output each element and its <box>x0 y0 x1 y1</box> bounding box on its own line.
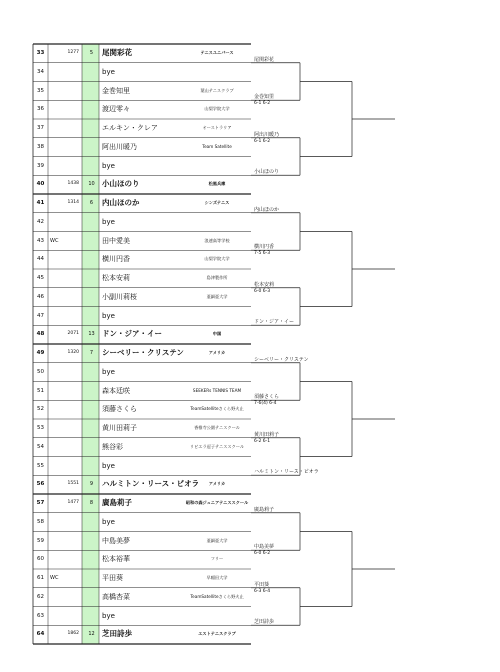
seed-number <box>84 119 99 137</box>
seed-number <box>84 607 99 625</box>
seed-number: 12 <box>88 631 95 638</box>
player-name: ハルミトン・リース・ビオラ <box>102 479 200 489</box>
player-club <box>183 307 251 325</box>
draw-row <box>33 457 251 475</box>
player-club <box>183 363 251 381</box>
player-club: SEEKERs TENNIS TEAM <box>192 387 242 393</box>
ranking <box>49 82 82 100</box>
round1-winner: シーベリー・クリステン <box>254 356 309 363</box>
player-club <box>183 607 251 625</box>
draw-row <box>33 569 251 587</box>
draw-row <box>33 138 251 156</box>
draw-row <box>33 44 251 62</box>
draw-row <box>33 250 251 268</box>
ranking <box>49 363 82 381</box>
player-name: bye <box>102 367 115 376</box>
seed-number: 10 <box>88 181 95 188</box>
draw-number: 33 <box>36 50 45 56</box>
seed-number <box>84 363 99 381</box>
draw-row <box>33 494 251 512</box>
wildcard-mark: WC <box>50 575 59 581</box>
ranking <box>49 250 82 268</box>
draw-number: 39 <box>37 162 44 169</box>
draw-row <box>33 175 251 193</box>
ranking: 1314 <box>67 200 79 205</box>
draw-row <box>33 232 251 250</box>
draw-number: 38 <box>37 143 44 150</box>
round1-score: 6-0 6-2 <box>254 551 271 557</box>
player-name: 田中愛美 <box>102 236 130 245</box>
round1-score: 7-5 6-3 <box>254 251 271 257</box>
round1-winner: 尾関彩花 <box>254 56 275 63</box>
draw-number: 63 <box>37 612 44 619</box>
seed-number <box>84 213 99 231</box>
player-club: TeamSatelliteさくら野火止 <box>190 593 244 599</box>
seed-number <box>84 513 99 531</box>
round1-score: 6-0 6-3 <box>254 288 271 294</box>
player-name: bye <box>102 217 115 226</box>
draw-row <box>33 119 251 137</box>
round1-winner: 黄川田莉子 <box>254 431 280 438</box>
seed-number <box>84 288 99 306</box>
seed-number <box>84 269 99 287</box>
draw-number: 34 <box>37 68 44 75</box>
draw-number: 36 <box>37 106 44 113</box>
ranking: 1320 <box>67 350 79 355</box>
player-club: フリー <box>210 556 224 562</box>
player-club: 亜細亜大学 <box>206 537 228 543</box>
ranking <box>49 213 82 231</box>
player-club: 葉山テニスクラブ <box>200 87 234 93</box>
player-name: 黄川田莉子 <box>102 424 137 432</box>
round1-winner: 松本安莉 <box>254 281 275 288</box>
draw-row <box>33 438 251 456</box>
player-name: 尾関彩花 <box>102 48 132 57</box>
player-name: 芝田詩歩 <box>102 629 132 639</box>
player-name: 熊谷彩 <box>102 442 123 451</box>
round1-winner: 金巻知里 <box>254 94 275 101</box>
player-name: 小副川莉桜 <box>102 292 137 301</box>
player-name: bye <box>102 311 115 320</box>
draw-number: 41 <box>36 200 45 206</box>
draw-row <box>33 607 251 625</box>
seed-number <box>84 400 99 418</box>
player-club: 山梨学院大学 <box>204 256 230 262</box>
round1-winner: 横川円香 <box>254 244 275 251</box>
player-club: 山梨学院大学 <box>204 106 230 112</box>
round1-winner: 平田葵 <box>254 581 270 588</box>
ranking <box>49 382 82 400</box>
player-club: エストテニスクラブ <box>198 631 236 637</box>
player-club: 亜細亜大学 <box>206 293 228 299</box>
player-name: bye <box>102 461 115 470</box>
seed-number <box>84 232 99 250</box>
player-club: TeamSatelliteさくら野火止 <box>190 406 244 412</box>
seed-number <box>84 419 99 437</box>
seed-number <box>84 307 99 325</box>
draw-number: 62 <box>37 593 44 600</box>
player-name: 森本廷咲 <box>102 386 130 395</box>
draw-number: 60 <box>37 556 44 563</box>
round1-score: 6-3 6-4 <box>254 588 271 594</box>
ranking <box>49 419 82 437</box>
player-club: リビエラ逗子テニススクール <box>189 443 245 449</box>
player-name: 平田葵 <box>102 574 123 582</box>
player-club: オーストラリア <box>202 125 232 130</box>
player-club: 中国 <box>212 331 222 337</box>
player-name: ドン・ジア・イー <box>102 329 162 339</box>
draw-number: 54 <box>37 443 44 450</box>
player-club <box>183 157 251 175</box>
round1-winner: 須藤さくら <box>254 394 280 401</box>
draw-row <box>33 513 251 531</box>
player-name: 松本安莉 <box>102 274 130 282</box>
ranking <box>49 532 82 550</box>
seed-number <box>84 550 99 568</box>
draw-number: 48 <box>36 331 45 338</box>
player-club: アメリカ <box>208 350 226 355</box>
draw-number: 64 <box>36 631 45 638</box>
draw-number: 58 <box>37 518 44 525</box>
player-club: テニスユニバース <box>200 50 234 55</box>
draw-row <box>33 269 251 287</box>
player-name: 高橋杏菜 <box>102 592 130 601</box>
ranking <box>49 550 82 568</box>
player-name: 渡辺零々 <box>102 105 130 114</box>
draw-number: 44 <box>37 256 44 263</box>
ranking <box>49 457 82 475</box>
player-club: 香椎寺公園テニスクール <box>194 425 240 430</box>
round1-winner: ドン・ジア・イー <box>254 319 295 326</box>
round1-winner: ハルミトン・リース・ビオラ <box>254 469 319 476</box>
seed-number <box>84 82 99 100</box>
round1-winner: 小山ほのり <box>254 169 280 176</box>
seed-number <box>84 100 99 118</box>
draw-row <box>33 307 251 325</box>
round1-score: 6-1 6-2 <box>254 101 271 107</box>
draw-row <box>33 82 251 100</box>
player-club: 島津製作所 <box>206 275 228 280</box>
player-name: 中島美夢 <box>102 536 130 545</box>
draw-row <box>33 100 251 118</box>
player-club: アメリカ <box>208 481 226 487</box>
seed-number <box>84 438 99 456</box>
ranking <box>49 288 82 306</box>
ranking <box>49 307 82 325</box>
round1-winner: 阿出川暖乃 <box>254 131 280 138</box>
draw-row <box>33 63 251 81</box>
draw-row <box>33 213 251 231</box>
player-club <box>183 457 251 475</box>
player-name: エルキン・クレア <box>102 124 158 132</box>
player-club: 松風兵庫 <box>208 181 226 187</box>
player-name: bye <box>102 517 115 526</box>
draw-number: 51 <box>37 387 44 394</box>
player-name: bye <box>102 611 115 620</box>
ranking <box>49 138 82 156</box>
seed-number <box>84 138 99 156</box>
draw-number: 49 <box>36 350 45 356</box>
ranking <box>49 607 82 625</box>
draw-row <box>33 344 251 362</box>
draw-row <box>33 475 251 493</box>
seed-number: 8 <box>89 500 94 506</box>
draw-number: 40 <box>36 181 45 188</box>
round1-winner: 中島美夢 <box>254 544 275 551</box>
round1-winner: 廣島莉子 <box>254 506 275 513</box>
ranking <box>49 400 82 418</box>
player-name: 松本裕華 <box>102 555 130 564</box>
ranking <box>49 63 82 81</box>
ranking <box>49 157 82 175</box>
seed-number <box>84 569 99 587</box>
draw-row <box>33 532 251 550</box>
seed-number <box>84 157 99 175</box>
player-club: 昭和の森ジュニアテニススクール <box>185 500 249 505</box>
player-name: 横川円香 <box>102 255 130 264</box>
player-name: bye <box>102 67 115 76</box>
player-name: 金巻知里 <box>102 86 130 95</box>
draw-number: 61 <box>37 575 44 581</box>
seed-number <box>84 532 99 550</box>
draw-row <box>33 625 251 643</box>
draw-number: 55 <box>37 462 44 469</box>
draw-row <box>33 400 251 418</box>
draw-row <box>33 325 251 343</box>
round1-score: 6-1 6-2 <box>254 138 271 144</box>
ranking: 1862 <box>67 631 79 637</box>
ranking <box>49 100 82 118</box>
draw-row <box>33 550 251 568</box>
draw-number: 56 <box>36 481 45 488</box>
player-club: Team Satellite <box>202 143 232 149</box>
ranking <box>49 438 82 456</box>
seed-number: 5 <box>89 50 94 56</box>
player-name: 内山ほのか <box>102 198 140 207</box>
seed-number: 6 <box>89 200 94 206</box>
draw-row <box>33 588 251 606</box>
draw-row <box>33 157 251 175</box>
round1-score: 7-6(4) 6-4 <box>254 401 277 407</box>
draw-number: 45 <box>37 275 44 281</box>
ranking <box>49 119 82 137</box>
draw-number: 43 <box>37 237 44 244</box>
ranking <box>49 588 82 606</box>
draw-number: 37 <box>37 125 44 131</box>
seed-number <box>84 250 99 268</box>
ranking: 1277 <box>67 50 79 55</box>
ranking: 1551 <box>67 481 79 487</box>
draw-number: 53 <box>37 425 44 431</box>
draw-row <box>33 194 251 212</box>
player-name: 廣島莉子 <box>102 498 132 507</box>
round1-winner: 内山ほのか <box>254 206 280 213</box>
ranking: 1477 <box>67 500 79 505</box>
player-club <box>183 63 251 81</box>
draw-number: 46 <box>37 293 44 300</box>
seed-number <box>84 382 99 400</box>
player-name: 須藤さくら <box>102 405 137 414</box>
seed-number <box>84 63 99 81</box>
draw-number: 47 <box>37 312 44 319</box>
draw-number: 57 <box>36 500 45 506</box>
player-club <box>183 213 251 231</box>
round1-winner: 芝田詩歩 <box>254 619 275 626</box>
player-club: 早稲田大学 <box>206 575 228 580</box>
draw-number: 35 <box>37 87 44 94</box>
draw-number: 59 <box>37 537 44 544</box>
player-club <box>183 513 251 531</box>
player-name: シーベリー・クリステン <box>102 348 184 357</box>
player-name: 阿出川暖乃 <box>102 142 137 151</box>
player-name: 小山ほのり <box>102 179 140 189</box>
ranking: 2071 <box>67 331 79 337</box>
player-club: シンズテニス <box>204 200 230 205</box>
player-name: bye <box>102 161 115 170</box>
seed-number: 13 <box>88 331 95 338</box>
draw-row <box>33 363 251 381</box>
seed-number: 9 <box>89 481 94 488</box>
seed-number: 7 <box>89 350 94 356</box>
player-club: 浪速高等学校 <box>204 237 230 243</box>
wildcard-mark: WC <box>50 237 59 244</box>
round1-score: 6-2 6-1 <box>254 438 271 444</box>
seed-number <box>84 588 99 606</box>
draw-row <box>33 419 251 437</box>
ranking <box>49 513 82 531</box>
seed-number <box>84 457 99 475</box>
ranking: 1438 <box>67 181 79 187</box>
draw-number: 50 <box>37 368 44 375</box>
draw-number: 52 <box>37 406 44 413</box>
draw-row <box>33 382 251 400</box>
draw-row <box>33 288 251 306</box>
ranking <box>49 269 82 287</box>
draw-number: 42 <box>37 218 44 225</box>
